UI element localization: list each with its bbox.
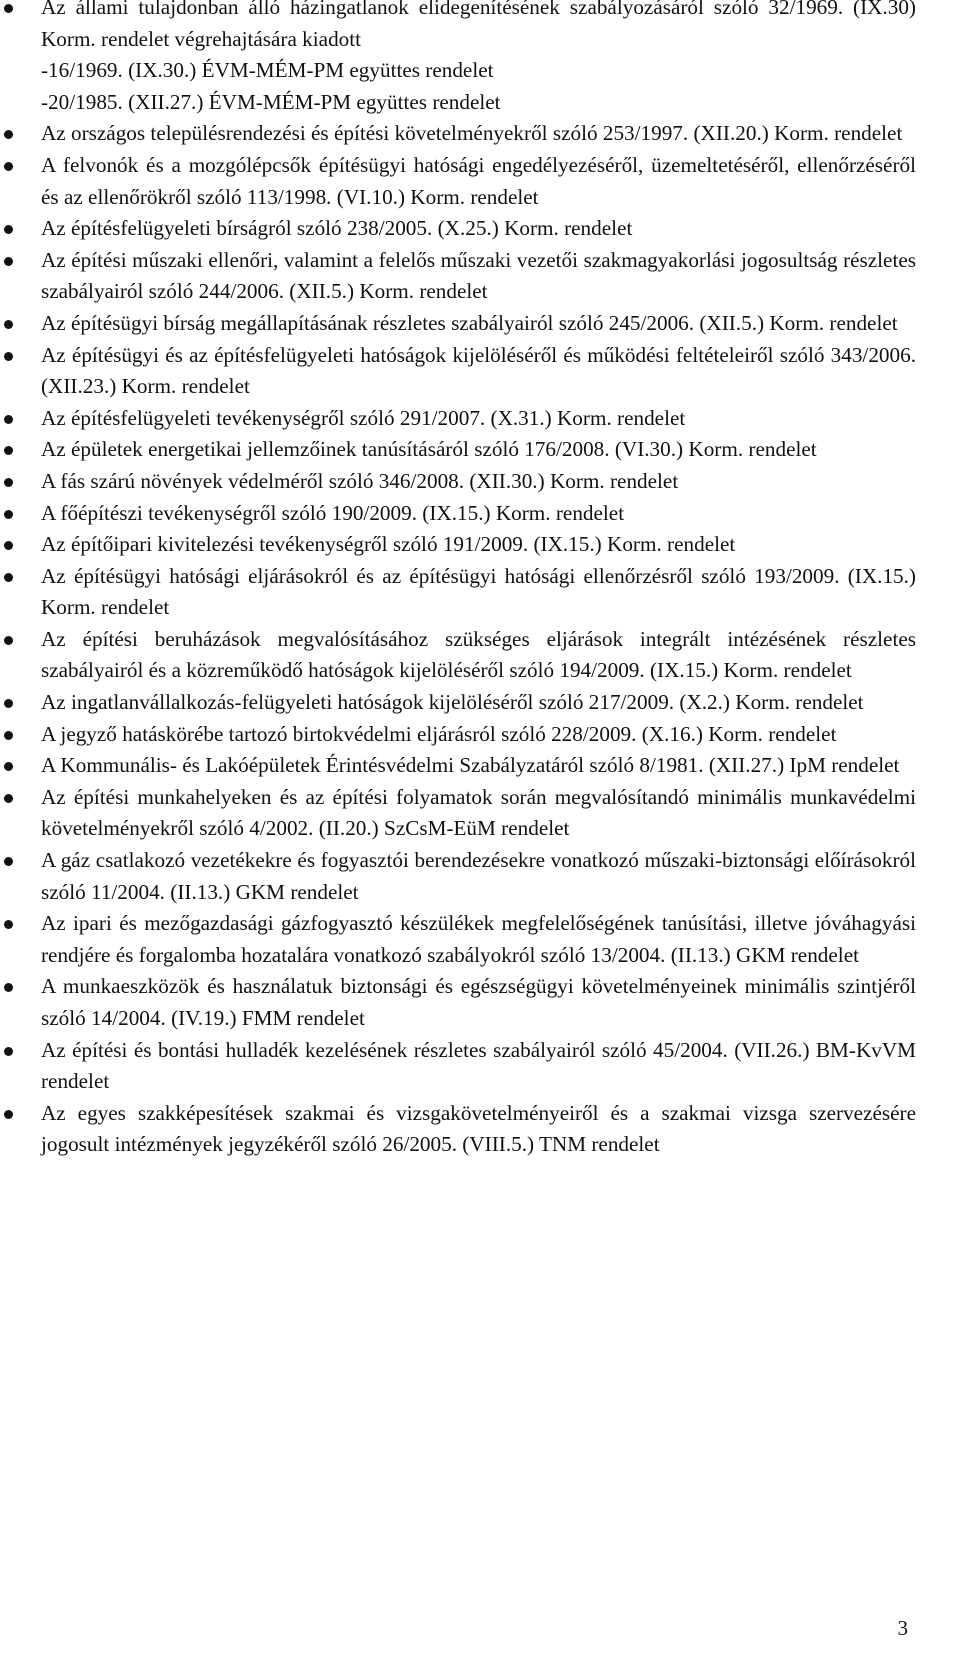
list-item xyxy=(0,245,916,308)
list-item-text: Az építésügyi és az építésfelügyeleti hatóságok kijelöléséről és működési feltételeiről szóló 343/2006. (XII.23.) Korm. rendelet xyxy=(41,342,916,399)
list-item xyxy=(0,561,916,624)
list-item xyxy=(0,750,916,782)
page-number: 3 xyxy=(897,1616,908,1640)
list-item-continuation xyxy=(0,55,916,87)
list-item-text: A jegyző hatáskörébe tartozó birtokvédelmi eljárásról szóló 228/2009. (X.16.) Korm. rendelet xyxy=(41,721,837,746)
list-item-text: Az ipari és mezőgazdasági gázfogyasztó készülékek megfelelőségének tanúsítási, illetve jóváhagyási rendjére és forgalomba hozatalára vonatkozó szabályokról szóló 13/2004. (II.13.) GKM rendelet xyxy=(41,911,916,967)
bullet-icon xyxy=(4,1047,13,1056)
list-item xyxy=(0,1098,916,1161)
bullet-icon xyxy=(4,446,13,455)
list-item xyxy=(0,529,916,561)
list-item-text: A gáz csatlakozó vezetékekre és fogyasztói berendezésekre vonatkozó műszaki-biztonsági előírásokról szóló 11/2004. (II.13.) GKM rendelet xyxy=(41,848,916,904)
bullet-icon xyxy=(4,320,13,329)
bullet-icon xyxy=(4,130,13,139)
list-item-text: Az építésügyi hatósági eljárásokról és az építésügyi hatósági ellenőrzésről szóló 193/2009. (IX.15.) Korm. rendelet xyxy=(41,563,916,620)
list-item xyxy=(0,340,916,403)
list-item xyxy=(0,687,916,719)
list-item xyxy=(0,971,916,1034)
bullet-icon xyxy=(4,4,13,13)
list-item xyxy=(0,213,916,245)
list-item-text: Az egyes szakképesítések szakmai és vizsgakövetelményeiről és a szakmai vizsga szervezésére jogosult intézmények jegyzékéről szóló 26/2005. (VIII.5.) TNM rendelet xyxy=(41,1100,916,1157)
list-item xyxy=(0,434,916,466)
list-item-text: Az építőipari kivitelezési tevékenységről szóló 191/2009. (IX.15.) Korm. rendelet xyxy=(41,532,736,557)
list-item-text: Az építési munkahelyeken és az építési folyamatok során megvalósítandó minimális munkavédelmi követelményekről szóló 4/2002. (II.20.) SzCsM-EüM rendelet xyxy=(41,784,916,841)
bullet-icon xyxy=(4,257,13,266)
list-item-text: Az építési műszaki ellenőri, valamint a felelős műszaki vezetői szakmagyakorlási jogosultság részletes szabályairól szóló 244/2006. (XII.5.) Korm. rendelet xyxy=(41,247,916,304)
list-item xyxy=(0,782,916,845)
bullet-icon xyxy=(4,983,13,992)
bullet-icon xyxy=(4,794,13,803)
bullet-icon xyxy=(4,415,13,424)
list-item-text: Az építésfelügyeleti bírságról szóló 238/2005. (X.25.) Korm. rendelet xyxy=(41,216,633,241)
list-item-text: Az állami tulajdonban álló házingatlanok elidegenítésének szabályozásáról szóló 32/1969. (IX.30) Korm. rendelet végrehajtására kiadott xyxy=(41,0,916,51)
list-item xyxy=(0,466,916,498)
list-item-text: A fás szárú növények védelméről szóló 346/2008. (XII.30.) Korm. rendelet xyxy=(41,468,679,493)
bullet-icon xyxy=(4,1110,13,1119)
bullet-icon xyxy=(4,352,13,361)
list-item-text: Az országos településrendezési és építési követelményekről szóló 253/1997. (XII.20.) Korm. rendelet xyxy=(41,121,903,146)
bullet-icon xyxy=(4,162,13,171)
bullet-icon xyxy=(4,573,13,582)
list-item xyxy=(0,719,916,751)
bullet-icon xyxy=(4,731,13,740)
bullet-icon xyxy=(4,920,13,929)
list-item-continuation xyxy=(0,87,916,119)
list-item xyxy=(0,624,916,687)
list-item-text: -16/1969. (IX.30.) ÉVM-MÉM-PM együttes rendelet xyxy=(41,58,494,83)
list-item-text: A munkaeszközök és használatuk biztonsági és egészségügyi követelményeinek minimális szintjéről szóló 14/2004. (IV.19.) FMM rendelet xyxy=(41,974,916,1030)
list-item-text: A Kommunális- és Lakóépületek Érintésvédelmi Szabályzatáról szóló 8/1981. (XII.27.) IpM rendelet xyxy=(41,753,900,778)
bullet-icon xyxy=(4,478,13,487)
list-item-text: Az építési beruházások megvalósításához szükséges eljárások integrált intézésének részletes szabályairól és a közreműködő hatóságok kijelöléséről szóló 194/2009. (IX.15.) Korm. rendelet xyxy=(41,626,916,683)
list-item xyxy=(0,308,916,340)
bullet-icon xyxy=(4,762,13,771)
list-item-text: -20/1985. (XII.27.) ÉVM-MÉM-PM együttes rendelet xyxy=(41,89,501,114)
bullet-icon xyxy=(4,857,13,866)
list-item xyxy=(0,908,916,971)
bullet-icon xyxy=(4,510,13,519)
bullet-icon xyxy=(4,225,13,234)
bullet-icon xyxy=(4,541,13,550)
list-item xyxy=(0,118,916,150)
bullet-icon xyxy=(4,636,13,645)
list-item xyxy=(0,0,916,55)
list-item-text: Az építésfelügyeleti tevékenységről szóló 291/2007. (X.31.) Korm. rendelet xyxy=(41,405,686,430)
list-item xyxy=(0,498,916,530)
bullet-icon xyxy=(4,699,13,708)
list-item-text: Az ingatlanvállalkozás-felügyeleti hatóságok kijelöléséről szóló 217/2009. (X.2.) Korm. rendelet xyxy=(41,690,864,715)
list-item xyxy=(0,150,916,213)
list-item xyxy=(0,403,916,435)
list-item-text: A felvonók és a mozgólépcsők építésügyi hatósági engedélyezéséről, üzemeltetéséről, ellenőrzéséről és az ellenőrökről szóló 113/1998. (VI.10.) Korm. rendelet xyxy=(41,152,916,209)
list-item-text: A főépítészi tevékenységről szóló 190/2009. (IX.15.) Korm. rendelet xyxy=(41,500,625,525)
list-item xyxy=(0,845,916,908)
list-item-text: Az építési és bontási hulladék kezelésének részletes szabályairól szóló 45/2004. (VII.26.) BM-KvVM rendelet xyxy=(41,1037,916,1094)
list-item-text: Az épületek energetikai jellemzőinek tanúsításáról szóló 176/2008. (VI.30.) Korm. rendelet xyxy=(41,437,817,462)
list-item xyxy=(0,1035,916,1098)
list-item-text: Az építésügyi bírság megállapításának részletes szabályairól szóló 245/2006. (XII.5.) Korm. rendelet xyxy=(41,310,898,335)
